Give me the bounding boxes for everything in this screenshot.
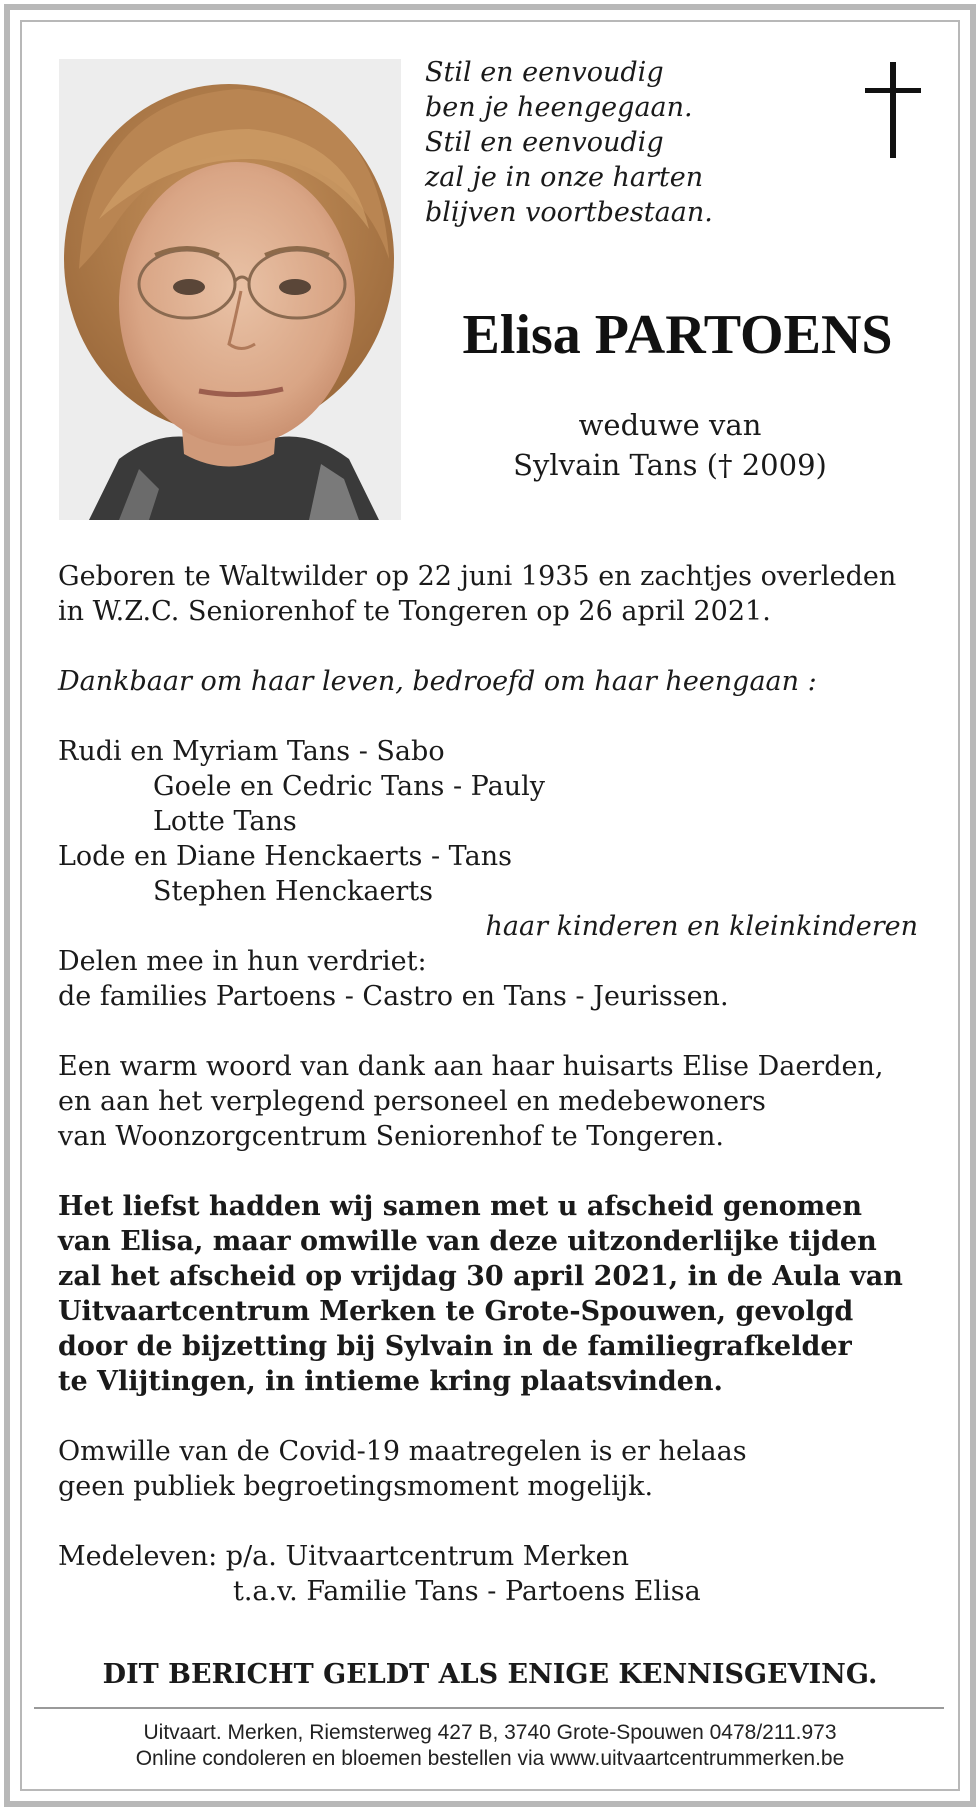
notice: DIT BERICHT GELDT ALS ENIGE KENNISGEVING. <box>102 1659 878 1690</box>
footer-address: Uitvaart. Merken, Riemsterweg 427 B, 3740 Grote-Spouwen 0478/211.973 <box>143 1721 837 1744</box>
family-member: Lotte Tans <box>153 806 297 837</box>
covid-line: Omwille van de Covid-19 maatregelen is er helaas <box>58 1436 747 1467</box>
poem-line: zal je in onze harten <box>425 162 704 193</box>
condolences-line: Medeleven: p/a. Uitvaartcentrum Merken <box>58 1541 629 1572</box>
farewell-line: Uitvaartcentrum Merken te Grote-Spouwen, gevolgd <box>58 1296 854 1327</box>
gratitude-line: Dankbaar om haar leven, bedroefd om haar heengaan : <box>58 666 817 697</box>
family-member: Stephen Henckaerts <box>153 876 434 907</box>
family-member: Goele en Cedric Tans - Pauly <box>153 771 545 802</box>
widow-line: weduwe van <box>578 408 762 442</box>
poem <box>425 55 713 230</box>
spouse-name: Sylvain Tans († 2009) <box>513 448 827 482</box>
birth-death-line: in W.Z.C. Seniorenhof te Tongeren op 26 april 2021. <box>58 596 771 627</box>
thanks-line: en aan het verplegend personeel en medebewoners <box>58 1086 766 1117</box>
announcement-body <box>58 559 938 1609</box>
deceased-name: Elisa PARTOENS <box>462 304 893 366</box>
poem-line: Stil en eenvoudig <box>425 57 664 88</box>
poem-line: Stil en eenvoudig <box>425 127 664 158</box>
cross-icon <box>865 62 921 158</box>
share-line: Delen mee in hun verdriet: <box>58 946 427 977</box>
divider <box>34 1707 944 1709</box>
farewell-line: Het liefst hadden wij samen met u afscheid genomen <box>58 1191 862 1222</box>
farewell-line: te Vlijtingen, in intieme kring plaatsvinden. <box>58 1366 723 1397</box>
footer-website: Online condoleren en bloemen bestellen via www.uitvaartcentrummerken.be <box>135 1747 845 1770</box>
widow-of <box>430 405 910 485</box>
footer <box>22 1720 958 1772</box>
poem-line: ben je heengegaan. <box>425 92 693 123</box>
family-member: Lode en Diane Henckaerts - Tans <box>58 841 512 872</box>
portrait-photo <box>59 59 401 520</box>
thanks-line: Een warm woord van dank aan haar huisarts Elise Daerden, <box>58 1051 884 1082</box>
birth-death-line: Geboren te Waltwilder op 22 juni 1935 en zachtjes overleden <box>58 561 897 592</box>
family-caption: haar kinderen en kleinkinderen <box>485 911 918 942</box>
thanks-line: van Woonzorgcentrum Seniorenhof te Tongeren. <box>58 1121 724 1152</box>
share-line: de families Partoens - Castro en Tans - Jeurissen. <box>58 981 729 1012</box>
farewell-line: zal het afscheid op vrijdag 30 april 2021, in de Aula van <box>58 1261 903 1292</box>
family-member: Rudi en Myriam Tans - Sabo <box>58 736 445 767</box>
condolences-line: t.a.v. Familie Tans - Partoens Elisa <box>233 1576 701 1607</box>
poem-line: blijven voortbestaan. <box>425 197 713 228</box>
farewell-line: van Elisa, maar omwille van deze uitzonderlijke tijden <box>58 1226 877 1257</box>
farewell-line: door de bijzetting bij Sylvain in de familiegrafkelder <box>58 1331 852 1362</box>
covid-line: geen publiek begroetingsmoment mogelijk. <box>58 1471 654 1502</box>
